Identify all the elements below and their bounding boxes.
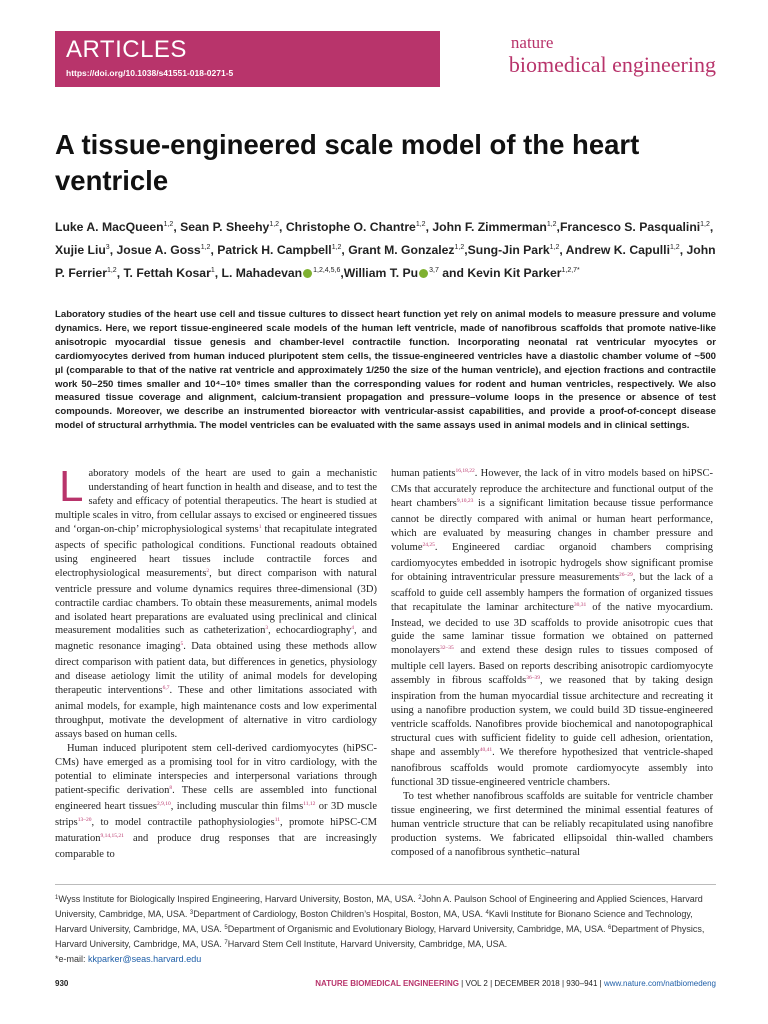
citation-ref[interactable]: 9,14,15,21 [100, 832, 124, 839]
body-column-right [391, 467, 713, 860]
footer-journal: NATURE BIOMEDICAL ENGINEERING [315, 979, 459, 988]
journal-name: biomedical engineering [508, 52, 716, 77]
author-name: Sung-Jin Park [467, 243, 550, 257]
citation-ref[interactable]: 1 [258, 523, 262, 530]
body-text: , echocardiography [268, 625, 352, 637]
affiliation-text: John A. Paulson School of Engineering and Applied Sciences, Harvard University, Cambridge, MA, USA. [55, 894, 703, 919]
section-bar [55, 31, 440, 87]
author-name: Grant M. Gonzalez [348, 243, 455, 257]
affiliation-text: Department of Organismic and Evolutionary Biology, Harvard University, Cambridge, MA, USA. [227, 923, 609, 934]
citation-ref[interactable]: 8 [169, 784, 173, 791]
citation-ref[interactable]: 4 [351, 625, 354, 632]
author-name: Sean P. Sheehy [180, 220, 270, 234]
author-affiliation-ref: 1,2 [546, 221, 557, 228]
body-text: or 3D muscle strips [55, 800, 377, 828]
citation-ref[interactable]: 2 [206, 567, 210, 574]
affiliation-list [55, 894, 704, 949]
body-text: . Engineered cardiac organoid chambers comprising cardiomyocytes embedded in isotropic hydrogels show significant promise for obtaining intraventricular pressure measurements [391, 541, 713, 583]
affiliation-number: 6 [608, 924, 612, 931]
author-affiliation-ref: 1,2 [163, 221, 174, 228]
body-text: aboratory models of the heart are used to gain a mechanistic understanding of heart function in health and disease, and to test the safety and efficacy of potential therapeutics. The heart is studied at multiple scales in vitro, from cellular assays to excised or engineered tissues and ‘organ-on-chip’ microphysiological systems [55, 468, 377, 535]
body-paragraph [55, 462, 378, 742]
affiliation-text: Kavli Institute for Bionano Science and Technology, Harvard University, Cambridge, MA, USA. [55, 908, 693, 934]
author-affiliation-ref: 1,2 [415, 221, 426, 228]
body-text: that recapitulate integrated aspects of specific pathological conditions. Functional readouts obtained using engineered heart tissues include contractile forces and electrophysiological measurements [55, 523, 377, 579]
body-text: . These and other limitations associated with animal models, for example, high maintenance costs and low experimental throughput, motivate the development of alternative in vitro cardiology assays based on human cells. [55, 685, 377, 741]
affiliation-text: Wyss Institute for Biologically Inspired Engineering, Harvard University, Boston, MA, USA. [58, 894, 419, 904]
doi-link[interactable]: https://doi.org/10.1038/s41551-018-0271-5 [66, 68, 234, 78]
body-text: . These cells are assembled into functional engineered heart tissues [55, 784, 377, 812]
author-name: John P. Ferrier [55, 243, 716, 280]
affiliation-number: 1 [55, 895, 59, 901]
footnote-divider [55, 884, 716, 885]
body-text: is a significant limitation because tissue performance cannot be directly compared with animal or human heart performance, which are evaluated by measuring changes in chamber pressure and volume [391, 497, 713, 553]
author-name: Xujie Liu [55, 243, 106, 257]
author-affiliation-ref: 1,2,4,5,6 [313, 267, 341, 274]
author-affiliation-ref: 1,2 [669, 244, 680, 251]
journal-logo [509, 33, 716, 78]
section-label: ARTICLES [66, 36, 187, 63]
citation-ref[interactable]: 11,12 [303, 800, 316, 807]
author-affiliation-ref: 1,2 [269, 221, 280, 228]
body-text: , we reasoned that by taking design inspiration from the human myocardial tissue architecture and recreating it using a nanofibre production system, we could build 3D tissue-engineered ventricle scaffolds. Nanofibres provide biochemical and nanotopographical structural cues with sufficient fidelity to guide cell adhesion, orientation, shape and assembly [391, 675, 713, 759]
page-number: 930 [55, 979, 69, 988]
citation-ref[interactable]: 3 [265, 625, 269, 632]
citation-ref[interactable]: 40,41 [479, 747, 493, 754]
affiliation-text: Department of Cardiology, Boston Children’s Hospital, Boston, MA, USA. [193, 908, 486, 919]
author-name: John F. Zimmerman [432, 220, 547, 234]
body-text: , including muscular thin films [170, 800, 304, 812]
citation-ref[interactable]: 24,25 [422, 541, 435, 548]
body-paragraph [391, 790, 713, 860]
author-affiliation-ref: 1,2 [549, 244, 560, 251]
affiliation-number: 4 [485, 909, 489, 916]
citation-ref[interactable]: 36–39 [526, 675, 540, 682]
author-affiliation-ref: 1,2 [331, 244, 342, 251]
citation-ref[interactable]: 26–29 [619, 571, 633, 578]
orcid-icon[interactable] [303, 269, 312, 278]
body-text: and produce drug responses that are increasingly comparable to [55, 832, 377, 860]
body-text: , promote hiPSC-CM maturation [55, 816, 377, 844]
author-affiliation-ref: 1,2,7* [561, 267, 580, 274]
author-affiliation-ref: 1,2 [200, 244, 211, 251]
affiliation-number: 3 [189, 909, 194, 916]
body-text: and extend these design rules to tissues composed of multiple cell layers. Based on reports describing anisotropic cardiomyocyte assembly in fibrous scaffolds [391, 645, 713, 687]
body-paragraph [55, 742, 377, 862]
citation-ref[interactable]: 2,9,10 [156, 800, 171, 807]
article-title: A tissue-engineered scale model of the heart ventricle [55, 129, 640, 196]
body-text: human patients [391, 468, 456, 479]
author-name: William T. Pu [343, 266, 419, 280]
author-name: T. Fettah Kosar [123, 266, 211, 280]
affiliations [55, 893, 716, 966]
author-affiliation-ref: 1,2 [454, 244, 465, 251]
author-name: Luke A. MacQueen [55, 220, 164, 234]
citation-ref[interactable]: 9,10,23 [456, 497, 474, 504]
citation-ref[interactable]: 30,31 [573, 601, 587, 608]
affiliation-number: 7 [224, 939, 228, 946]
orcid-icon[interactable] [419, 269, 428, 278]
author-list: Luke A. MacQueen$^{1,2}$, Sean P. Sheehy$^{1,2}$, Christophe O. Chantre$^{1,2}$, John F. Zimmerman$^{1,2}$,Francesco S. Pasqualini$^{1,2}$, Xujie Liu$^3$, Josue A. Goss$^{1,2}$, Patrick H. Campbell$^{1,2}$, Grant M. Gonzalez$^{1,2}$,Sung-Jin Park$^{1,2}$, Andrew K. Capulli$^{1,2}$, John P. Ferrier$^{1,2}$, T. Fettah Kosar$^1$, L. Mahadevan $^{1,2,4,5,6}$,William T. Pu $^{3,7}$ and Kevin Kit Parker$^{1,2,7*}$ [55, 220, 716, 280]
abstract: Laboratory studies of the heart use cell and tissue cultures to dissect heart function yet rely on animal models to measure pressure and volume dynamics. Here, we report tissue-engineered scale models of the human left ventricle, made of nanofibrous scaffolds that promote native-like anisotropic myocardial tissue genesis and chamber-level contractile function. Incorporating neonatal rat ventricular myocytes or cardiomyocytes derived from human induced pluripotent stem cells, the tissue-engineered ventricles have a diastolic chamber volume of ~500 µl (comparable to that of the native rat ventricle and approximately 1/250 the size of the human ventricle), and ejection fractions and contractile work 50–250 times smaller and 10⁴–10⁸ times smaller than the corresponding values for rodent and human ventricles, respectively. We also measured tissue coverage and alignment, calcium-transient propagation and pressure–volume loops in the presence or absence of test compounds. Moreover, we describe an instrumented bioreactor with ventricular-assist capabilities, and provide a proof-of-concept disease model of structural arrhythmia. The model ventricles can be evaluated with the same assays used in animal models and in clinical settings. [55, 309, 716, 432]
citation-ref[interactable]: 13–20 [77, 816, 92, 823]
citation-ref[interactable]: 6,7 [162, 685, 170, 692]
email-label: *e-mail: [55, 953, 89, 964]
affiliation-number: 5 [224, 924, 228, 931]
corresponding-email-link[interactable]: kkparker@seas.harvard.edu [88, 953, 202, 964]
body-text: . Data obtained using these methods allow direct comparison with patient data, but differences in genetics, physiology and disease aetiology limit the utility of animal models for developing therapeutic interventions [55, 641, 378, 697]
author-name: Christophe O. Chantre [285, 220, 416, 234]
author-name: L. Mahadevan [221, 266, 303, 280]
body-text: Human induced pluripotent stem cell-derived cardiomyocytes (hiPSC-CMs) have emerged as a promising tool for in vitro cardiology, with the potential to eliminate interspecies and interpersonal variations through patient-specific derivation [55, 743, 377, 796]
affiliation-number: 2 [418, 895, 422, 901]
body-text: of the native myocardium. Instead, we decided to use 3D scaffolds to provide anisotropic cues that guide the same laminar tissue formation we obtained on patterned monolayers [391, 601, 713, 657]
citation-ref[interactable]: 5 [180, 641, 184, 648]
citation-ref[interactable]: 11 [274, 816, 280, 823]
body-text: . However, the lack of in vitro models based on hiPSC-CMs that accurately reproduce the architecture and functional output of the heart chambers [391, 468, 713, 509]
body-text: , but the lack of a scaffold to guide cell assembly hampers the formation of organized tissues that recapitulate the laminar architecture [391, 571, 714, 613]
author-name: Francesco S. Pasqualini [559, 220, 701, 234]
body-text: To test whether nanofibrous scaffolds are suitable for ventricle chamber tissue engineering, we first determined the minimal essential features of human ventricle structure that can be reliably recapitulated using nanofibre production systems. We fabricated ellipsoidal thin-walled chambers composed of a nanofibrous synthetic–natural [391, 790, 713, 858]
drop-cap: L [59, 462, 84, 511]
body-paragraph [391, 467, 713, 790]
body-text: , to model contractile pathophysiologies [91, 816, 275, 828]
footer-volume-info: | VOL 2 | DECEMBER 2018 | 930–941 | [458, 979, 604, 988]
author-affiliation-ref: 3 [105, 244, 110, 251]
author-name: Josue A. Goss [116, 243, 201, 257]
footer-url-link[interactable]: www.nature.com/natbiomedeng [603, 979, 716, 988]
author-name: Patrick H. Campbell [217, 243, 332, 257]
author-affiliation-ref: 3,7 [429, 267, 439, 274]
author-name: Andrew K. Capulli [565, 243, 670, 257]
author-affiliation-ref: 1,2 [106, 267, 117, 274]
author-affiliation-ref: 1 [210, 267, 215, 274]
body-text: , and magnetic resonance imaging [55, 625, 377, 653]
author-name: Kevin Kit Parker [467, 266, 562, 280]
body-column-left [55, 462, 378, 862]
affiliation-text: Harvard Stem Cell Institute, Harvard University, Cambridge, MA, USA. [227, 938, 508, 949]
author-affiliation-ref: 1,2 [700, 221, 710, 228]
footer-citation [315, 979, 716, 988]
citation-ref[interactable]: 16,18,22 [455, 468, 475, 474]
affiliation-text: Department of Physics, Harvard University, Cambridge, MA, USA. [55, 923, 705, 949]
journal-nature-wordmark: nature [510, 33, 554, 52]
body-text: , but direct comparison with natural ventricle pressure and volume dynamics requires three-dimensional (3D) contractile cardiac chambers. To obtain these measurements, animal models and isolated heart preparations are evaluated using preclinical and clinical measurement modalities such as catheterization [55, 567, 377, 637]
citation-ref[interactable]: 32–35 [440, 645, 454, 652]
article-banner [55, 31, 716, 87]
body-text: . We therefore hypothesized that ventricle-shaped nanofibrous scaffolds would promote cardiomyocyte assembly into functional 3D tissue-engineered ventricle chambers. [391, 747, 713, 789]
